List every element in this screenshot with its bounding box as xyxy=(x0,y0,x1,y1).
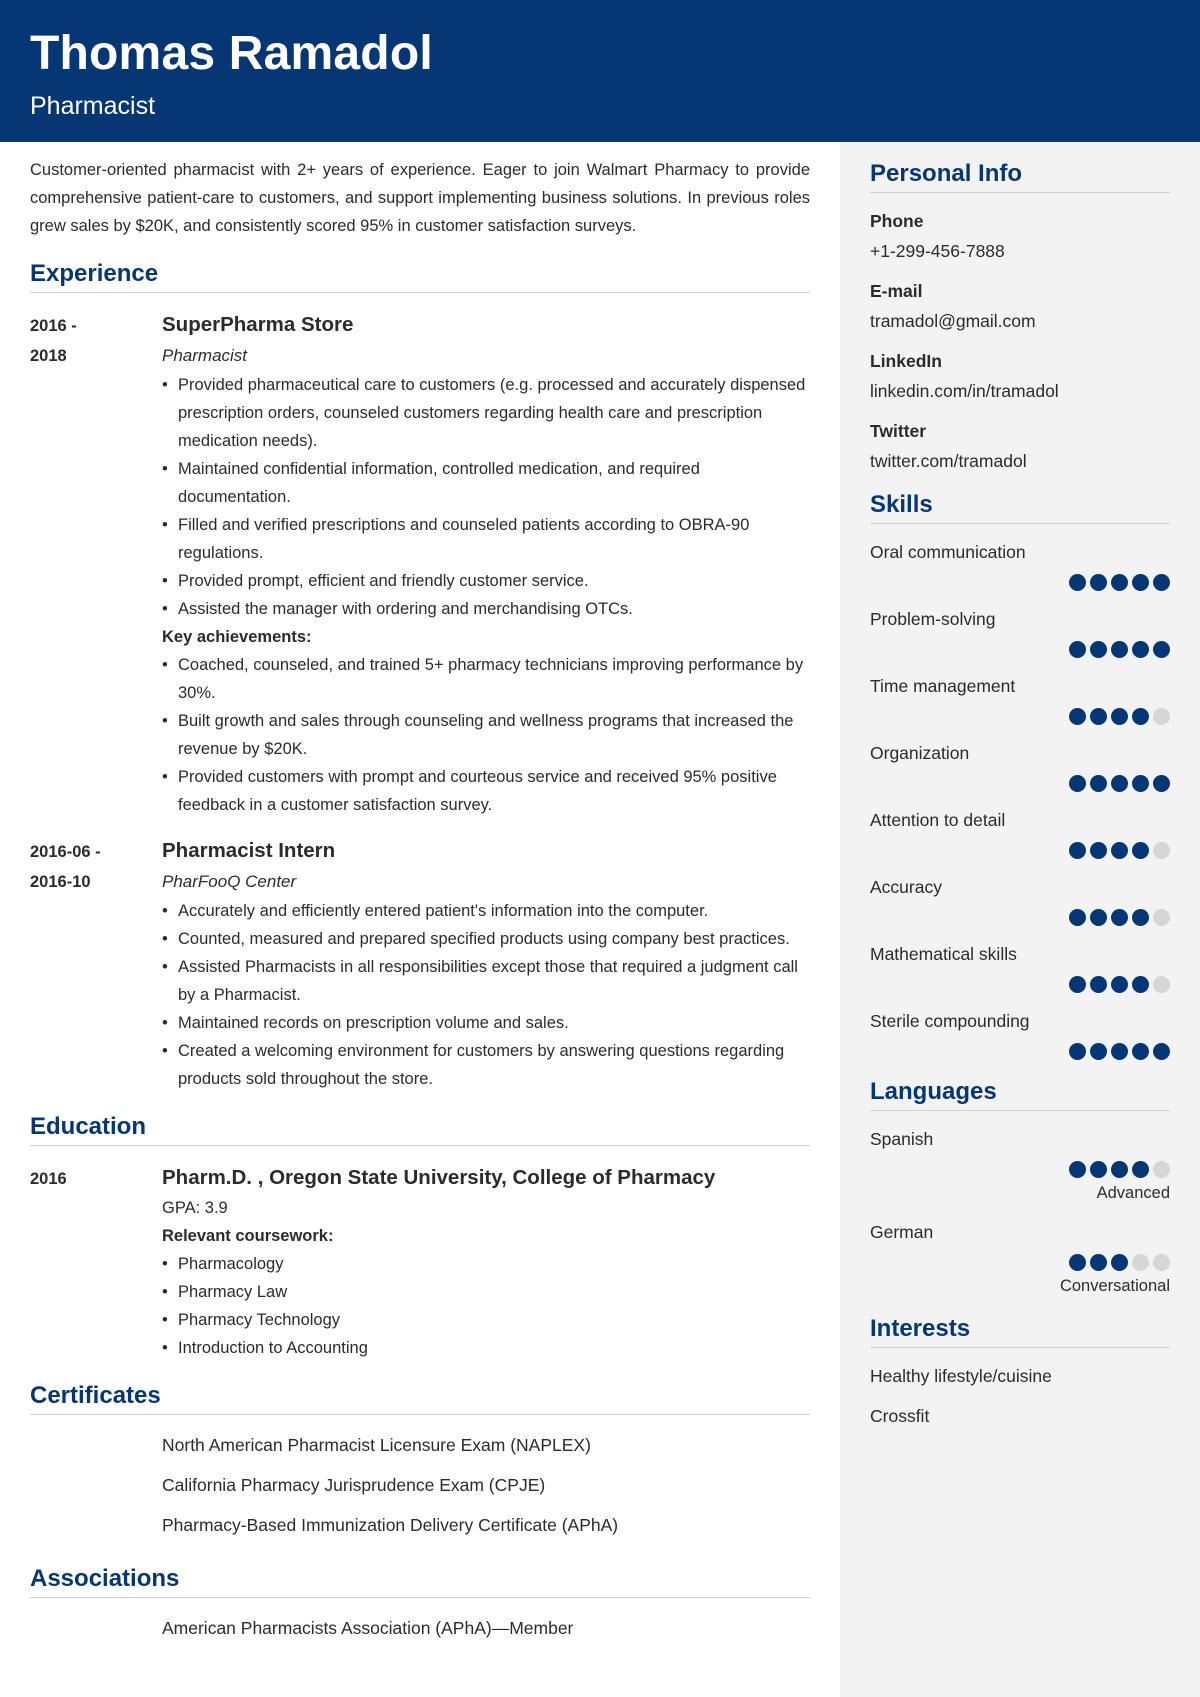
list-item: • Created a welcoming environment for customers by answering questions regarding products sold throughout the store. xyxy=(162,1037,810,1093)
main-column xyxy=(30,142,810,1648)
phone-label: Phone xyxy=(870,211,924,231)
sidebar xyxy=(870,142,1170,1428)
skill-item xyxy=(870,942,1170,993)
associations-list xyxy=(162,1608,810,1648)
rating-dot-empty xyxy=(1153,909,1170,926)
skill-name: Attention to detail xyxy=(870,810,1006,830)
list-item: • Pharmacy Law xyxy=(162,1278,810,1306)
rating-dot-empty xyxy=(1153,1161,1170,1178)
skill-item xyxy=(870,674,1170,725)
rating-dot-filled xyxy=(1069,641,1086,658)
rating-dot-filled xyxy=(1132,842,1149,859)
rating-dot-filled xyxy=(1090,641,1107,658)
twitter-value[interactable]: twitter.com/tramadol xyxy=(870,451,1027,471)
job-title: SuperPharma Store xyxy=(162,313,354,336)
rating-dot-filled xyxy=(1153,775,1170,792)
rating-dot-filled xyxy=(1069,1161,1086,1178)
language-name: Spanish xyxy=(870,1129,934,1149)
skill-item xyxy=(870,875,1170,926)
interest-item: Crossfit xyxy=(870,1406,930,1426)
job-body xyxy=(162,309,810,819)
rating-dot-filled xyxy=(1111,641,1128,658)
job-date xyxy=(30,309,162,819)
rating-dot-empty xyxy=(1153,1254,1170,1271)
rating-dots xyxy=(870,1043,1170,1060)
job-entry xyxy=(30,835,810,1093)
languages-heading: Languages xyxy=(870,1078,1170,1111)
skill-item xyxy=(870,607,1170,658)
association-item: American Pharmacists Association (APhA)—Member xyxy=(162,1618,574,1638)
job-date-start: 2016-06 - xyxy=(30,843,101,861)
certificates-list xyxy=(162,1425,810,1545)
certificate-item: North American Pharmacist Licensure Exam (NAPLEX) xyxy=(162,1435,591,1455)
rating-dot-empty xyxy=(1132,1254,1149,1271)
achievements-label: Key achievements: xyxy=(162,628,312,646)
language-level: Advanced xyxy=(1096,1184,1170,1202)
rating-dot-filled xyxy=(1153,574,1170,591)
skill-item xyxy=(870,1009,1170,1060)
rating-dot-filled xyxy=(1090,842,1107,859)
rating-dot-filled xyxy=(1090,574,1107,591)
candidate-title: Pharmacist xyxy=(30,92,156,120)
list-item: • Counted, measured and prepared specified products using company best practices. xyxy=(162,925,810,953)
skill-name: Problem-solving xyxy=(870,609,996,629)
linkedin-label: LinkedIn xyxy=(870,351,942,371)
list-item: • Accurately and efficiently entered patient's information into the computer. xyxy=(162,897,810,925)
rating-dot-filled xyxy=(1090,775,1107,792)
candidate-name: Thomas Ramadol xyxy=(30,27,433,80)
list-item: • Assisted Pharmacists in all responsibilities except those that required a judgment call by a Pharmacist. xyxy=(162,953,810,1009)
job-date-end: 2018 xyxy=(30,347,67,365)
skill-name: Mathematical skills xyxy=(870,944,1017,964)
rating-dot-filled xyxy=(1132,708,1149,725)
rating-dot-filled xyxy=(1132,641,1149,658)
certificate-item: California Pharmacy Jurisprudence Exam (CPJE) xyxy=(162,1475,546,1495)
rating-dots xyxy=(870,1161,1170,1178)
rating-dot-filled xyxy=(1069,1043,1086,1060)
skills-list xyxy=(870,540,1170,1060)
list-item: • Built growth and sales through counseling and wellness programs that increased the revenue by $20K. xyxy=(162,707,810,763)
list-item: • Provided prompt, efficient and friendly customer service. xyxy=(162,567,810,595)
language-level: Conversational xyxy=(1059,1277,1170,1295)
twitter-label: Twitter xyxy=(870,421,927,441)
skill-name: Time management xyxy=(870,676,1016,696)
rating-dot-filled xyxy=(1111,1254,1128,1271)
rating-dot-filled xyxy=(1111,708,1128,725)
list-item: • Pharmacy Technology xyxy=(162,1306,810,1334)
email-value[interactable]: tramadol@gmail.com xyxy=(870,311,1036,331)
job-bullets xyxy=(162,371,810,623)
degree: Pharm.D. , Oregon State University, College of Pharmacy xyxy=(162,1166,716,1189)
skill-item xyxy=(870,808,1170,859)
rating-dot-filled xyxy=(1090,708,1107,725)
language-name: German xyxy=(870,1222,934,1242)
rating-dot-filled xyxy=(1111,574,1128,591)
job-date xyxy=(30,835,162,1093)
rating-dot-filled xyxy=(1132,1043,1149,1060)
rating-dot-filled xyxy=(1111,1043,1128,1060)
resume-header xyxy=(0,0,1200,142)
rating-dot-filled xyxy=(1132,909,1149,926)
rating-dot-filled xyxy=(1090,1161,1107,1178)
interest-item: Healthy lifestyle/cuisine xyxy=(870,1366,1052,1386)
rating-dot-filled xyxy=(1069,976,1086,993)
gpa: GPA: 3.9 xyxy=(162,1199,228,1217)
rating-dot-filled xyxy=(1132,976,1149,993)
skill-item xyxy=(870,741,1170,792)
rating-dot-filled xyxy=(1090,976,1107,993)
rating-dot-filled xyxy=(1132,1161,1149,1178)
rating-dot-filled xyxy=(1132,775,1149,792)
education-entry xyxy=(30,1162,810,1362)
languages-list xyxy=(870,1127,1170,1297)
rating-dot-filled xyxy=(1153,1043,1170,1060)
list-item: • Assisted the manager with ordering and merchandising OTCs. xyxy=(162,595,810,623)
language-item xyxy=(870,1127,1170,1204)
skill-name: Oral communication xyxy=(870,542,1026,562)
coursework-label: Relevant coursework: xyxy=(162,1227,334,1245)
list-item: • Pharmacology xyxy=(162,1250,810,1278)
rating-dots xyxy=(870,842,1170,859)
rating-dot-filled xyxy=(1069,775,1086,792)
language-item xyxy=(870,1220,1170,1297)
email-label: E-mail xyxy=(870,281,923,301)
rating-dot-filled xyxy=(1111,775,1128,792)
list-item: • Filled and verified prescriptions and counseled patients according to OBRA-90 regulations. xyxy=(162,511,810,567)
rating-dot-empty xyxy=(1153,976,1170,993)
phone-value: +1-299-456-7888 xyxy=(870,241,1005,261)
certificate-item: Pharmacy-Based Immunization Delivery Certificate (APhA) xyxy=(162,1515,619,1535)
rating-dot-filled xyxy=(1111,909,1128,926)
list-item: • Provided pharmaceutical care to customers (e.g. processed and accurately dispensed prescription orders, counseled customers regarding health care and prescription medication needs). xyxy=(162,371,810,455)
rating-dots xyxy=(870,909,1170,926)
skill-name: Sterile compounding xyxy=(870,1011,1030,1031)
job-date-start: 2016 - xyxy=(30,317,77,335)
job-date-end: 2016-10 xyxy=(30,873,91,891)
rating-dots xyxy=(870,708,1170,725)
linkedin-value[interactable]: linkedin.com/in/tramadol xyxy=(870,381,1059,401)
rating-dot-filled xyxy=(1069,1254,1086,1271)
rating-dot-filled xyxy=(1153,641,1170,658)
rating-dot-empty xyxy=(1153,708,1170,725)
certificates-heading: Certificates xyxy=(30,1382,810,1415)
personal-info-heading: Personal Info xyxy=(870,160,1170,193)
interests-heading: Interests xyxy=(870,1315,1170,1348)
education-heading: Education xyxy=(30,1113,810,1146)
summary: Customer-oriented pharmacist with 2+ years of experience. Eager to join Walmart Pharmacy to provide comprehensive patient-care to customers, and support implementing business solutions. In previous roles grew sales by $20K, and consistently scored 95% in customer satisfaction surveys. xyxy=(30,161,810,235)
skill-name: Accuracy xyxy=(870,877,942,897)
list-item: • Coached, counseled, and trained 5+ pharmacy technicians improving performance by 30%. xyxy=(162,651,810,707)
rating-dot-filled xyxy=(1069,574,1086,591)
rating-dots xyxy=(870,641,1170,658)
associations-heading: Associations xyxy=(30,1565,810,1598)
job-bullets xyxy=(162,897,810,1093)
rating-dot-filled xyxy=(1111,1161,1128,1178)
job-title: Pharmacist Intern xyxy=(162,839,336,862)
list-item: • Provided customers with prompt and courteous service and received 95% positive feedback in a customer satisfaction survey. xyxy=(162,763,810,819)
rating-dot-filled xyxy=(1069,708,1086,725)
list-item: • Maintained confidential information, controlled medication, and required documentation. xyxy=(162,455,810,511)
rating-dot-filled xyxy=(1111,976,1128,993)
job-org: Pharmacist xyxy=(162,346,248,365)
rating-dots xyxy=(870,574,1170,591)
skill-name: Organization xyxy=(870,743,970,763)
skill-item xyxy=(870,540,1170,591)
education-body xyxy=(162,1162,810,1362)
experience-heading: Experience xyxy=(30,260,810,293)
job-body xyxy=(162,835,810,1093)
education-date: 2016 xyxy=(30,1170,67,1188)
rating-dots xyxy=(870,1254,1170,1271)
rating-dot-filled xyxy=(1069,909,1086,926)
coursework-list xyxy=(162,1250,810,1362)
rating-dot-empty xyxy=(1153,842,1170,859)
job-entry xyxy=(30,309,810,819)
rating-dot-filled xyxy=(1090,1043,1107,1060)
rating-dot-filled xyxy=(1111,842,1128,859)
rating-dot-filled xyxy=(1069,842,1086,859)
list-item: • Maintained records on prescription volume and sales. xyxy=(162,1009,810,1037)
rating-dot-filled xyxy=(1132,574,1149,591)
skills-heading: Skills xyxy=(870,491,1170,524)
list-item: • Introduction to Accounting xyxy=(162,1334,810,1362)
achievement-bullets xyxy=(162,651,810,819)
rating-dot-filled xyxy=(1090,909,1107,926)
rating-dot-filled xyxy=(1090,1254,1107,1271)
job-org: PharFooQ Center xyxy=(162,872,297,891)
rating-dots xyxy=(870,976,1170,993)
rating-dots xyxy=(870,775,1170,792)
